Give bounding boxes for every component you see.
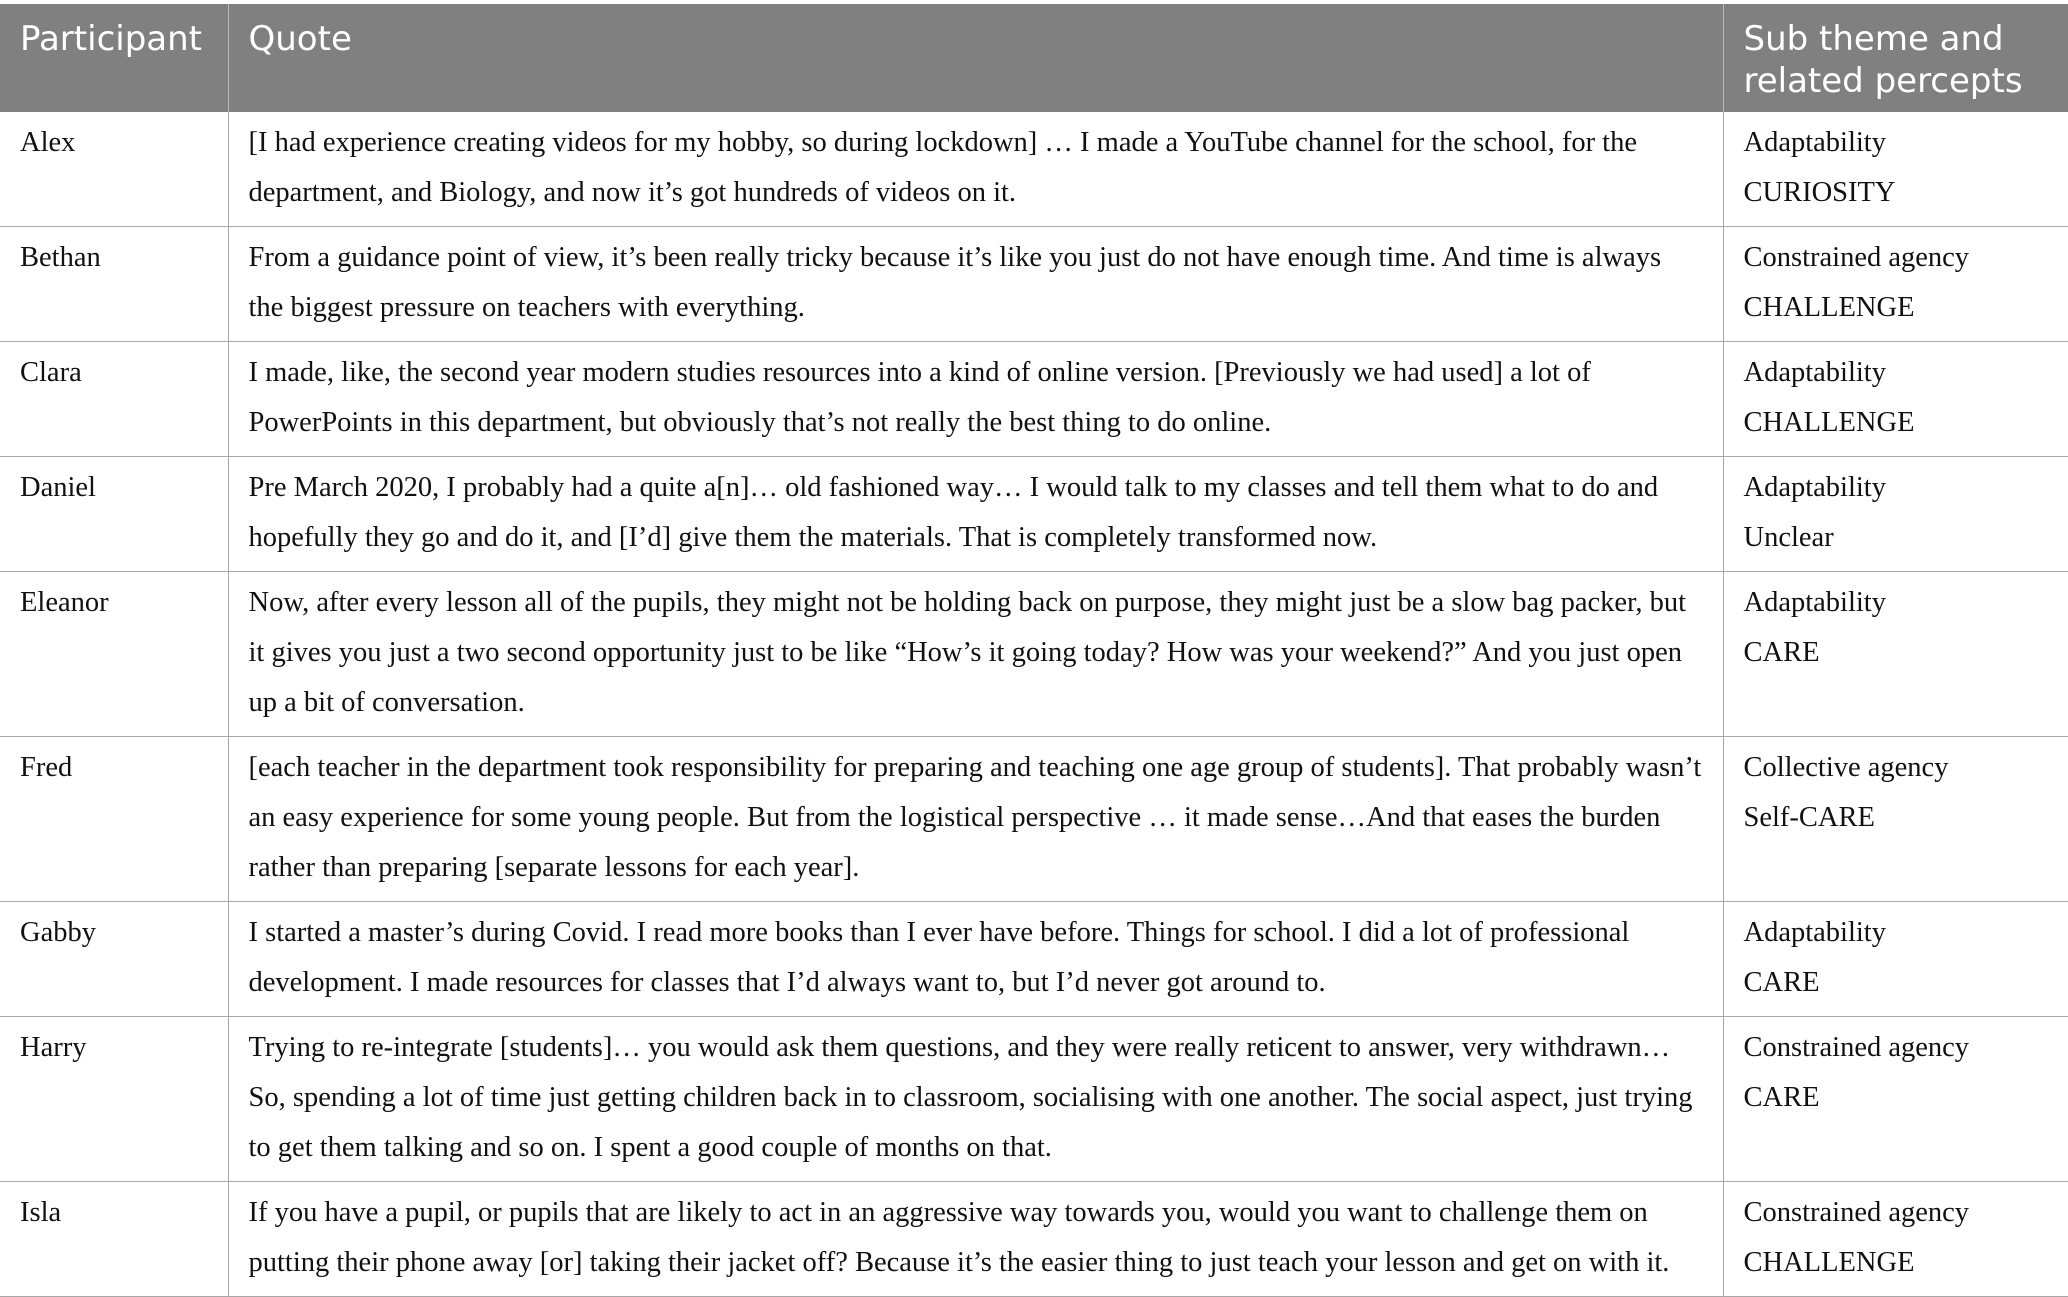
- table-row: [0, 227, 2068, 342]
- sub-theme-label: Adaptability: [1743, 587, 1886, 618]
- sub-theme-cell: [1723, 902, 2068, 1017]
- quote-cell: I started a master’s during Covid. I read more books than I ever have before. Things for school. I did a lot of professional development. I made resources for classes that I’d always want to, but I’d never got around to.: [228, 902, 1723, 1017]
- sub-theme-cell: [1723, 572, 2068, 737]
- participant-cell: Harry: [0, 1017, 228, 1182]
- table-row: [0, 1182, 2068, 1297]
- sub-theme-cell: [1723, 112, 2068, 227]
- percept-label: Self-CARE: [1743, 802, 1875, 833]
- sub-theme-label: Constrained agency: [1743, 242, 1970, 273]
- quotes-table: [0, 4, 2068, 1297]
- table-row: [0, 112, 2068, 227]
- header-sub-theme: Sub theme and related percepts: [1723, 4, 2068, 112]
- table-row: [0, 457, 2068, 572]
- participant-cell: Eleanor: [0, 572, 228, 737]
- percept-label: CHALLENGE: [1743, 292, 1915, 323]
- participant-cell: Alex: [0, 112, 228, 227]
- quote-cell: Pre March 2020, I probably had a quite a[n]… old fashioned way… I would talk to my classes and tell them what to do and hopefully they go and do it, and [I’d] give them the materials. That is completely transformed now.: [228, 457, 1723, 572]
- quote-cell: If you have a pupil, or pupils that are likely to act in an aggressive way towards you, would you want to challenge them on putting their phone away [or] taking their jacket off? Because it’s the easier thing to just teach your lesson and get on with it.: [228, 1182, 1723, 1297]
- header-quote: Quote: [228, 4, 1723, 112]
- participant-cell: Gabby: [0, 902, 228, 1017]
- percept-label: CARE: [1743, 967, 1820, 998]
- sub-theme-label: Adaptability: [1743, 917, 1886, 948]
- sub-theme-label: Adaptability: [1743, 127, 1886, 158]
- percept-label: CHALLENGE: [1743, 407, 1915, 438]
- percept-label: CURIOSITY: [1743, 177, 1896, 208]
- quote-cell: I made, like, the second year modern studies resources into a kind of online version. [Previously we had used] a lot of PowerPoints in this department, but obviously that’s not really the best thing to do online.: [228, 342, 1723, 457]
- sub-theme-label: Constrained agency: [1743, 1032, 1970, 1063]
- sub-theme-cell: [1723, 1182, 2068, 1297]
- percept-label: CARE: [1743, 1082, 1820, 1113]
- quote-cell: [each teacher in the department took responsibility for preparing and teaching one age group of students]. That probably wasn’t an easy experience for some young people. But from the logistical perspective … it made sense…And that eases the burden rather than preparing [separate lessons for each year].: [228, 737, 1723, 902]
- participant-cell: Daniel: [0, 457, 228, 572]
- table-header: [0, 4, 2068, 112]
- sub-theme-cell: [1723, 457, 2068, 572]
- header-participant: Participant: [0, 4, 228, 112]
- quote-cell: Now, after every lesson all of the pupils, they might not be holding back on purpose, they might just be a slow bag packer, but it gives you just a two second opportunity just to be like “How’s it going today? How was your weekend?” And you just open up a bit of conversation.: [228, 572, 1723, 737]
- sub-theme-label: Constrained agency: [1743, 1197, 1970, 1228]
- quotes-table-container: [0, 4, 2068, 1297]
- sub-theme-cell: [1723, 227, 2068, 342]
- sub-theme-label: Adaptability: [1743, 472, 1886, 503]
- percept-label: CARE: [1743, 637, 1820, 668]
- percept-label: Unclear: [1743, 522, 1834, 553]
- participant-cell: Clara: [0, 342, 228, 457]
- percept-label: CHALLENGE: [1743, 1247, 1915, 1278]
- table-row: [0, 342, 2068, 457]
- participant-cell: Fred: [0, 737, 228, 902]
- sub-theme-cell: [1723, 1017, 2068, 1182]
- header-row: [0, 4, 2068, 112]
- participant-cell: Bethan: [0, 227, 228, 342]
- table-body: [0, 112, 2068, 1297]
- quote-cell: [I had experience creating videos for my hobby, so during lockdown] … I made a YouTube channel for the school, for the department, and Biology, and now it’s got hundreds of videos on it.: [228, 112, 1723, 227]
- quote-cell: Trying to re-integrate [students]… you would ask them questions, and they were really reticent to answer, very withdrawn… So, spending a lot of time just getting children back in to classroom, socialising with one another. The social aspect, just trying to get them talking and so on. I spent a good couple of months on that.: [228, 1017, 1723, 1182]
- sub-theme-label: Collective agency: [1743, 752, 1949, 783]
- table-row: [0, 1017, 2068, 1182]
- sub-theme-label: Adaptability: [1743, 357, 1886, 388]
- table-row: [0, 737, 2068, 902]
- participant-cell: Isla: [0, 1182, 228, 1297]
- sub-theme-cell: [1723, 737, 2068, 902]
- table-row: [0, 572, 2068, 737]
- table-row: [0, 902, 2068, 1017]
- sub-theme-cell: [1723, 342, 2068, 457]
- quote-cell: From a guidance point of view, it’s been really tricky because it’s like you just do not have enough time. And time is always the biggest pressure on teachers with everything.: [228, 227, 1723, 342]
